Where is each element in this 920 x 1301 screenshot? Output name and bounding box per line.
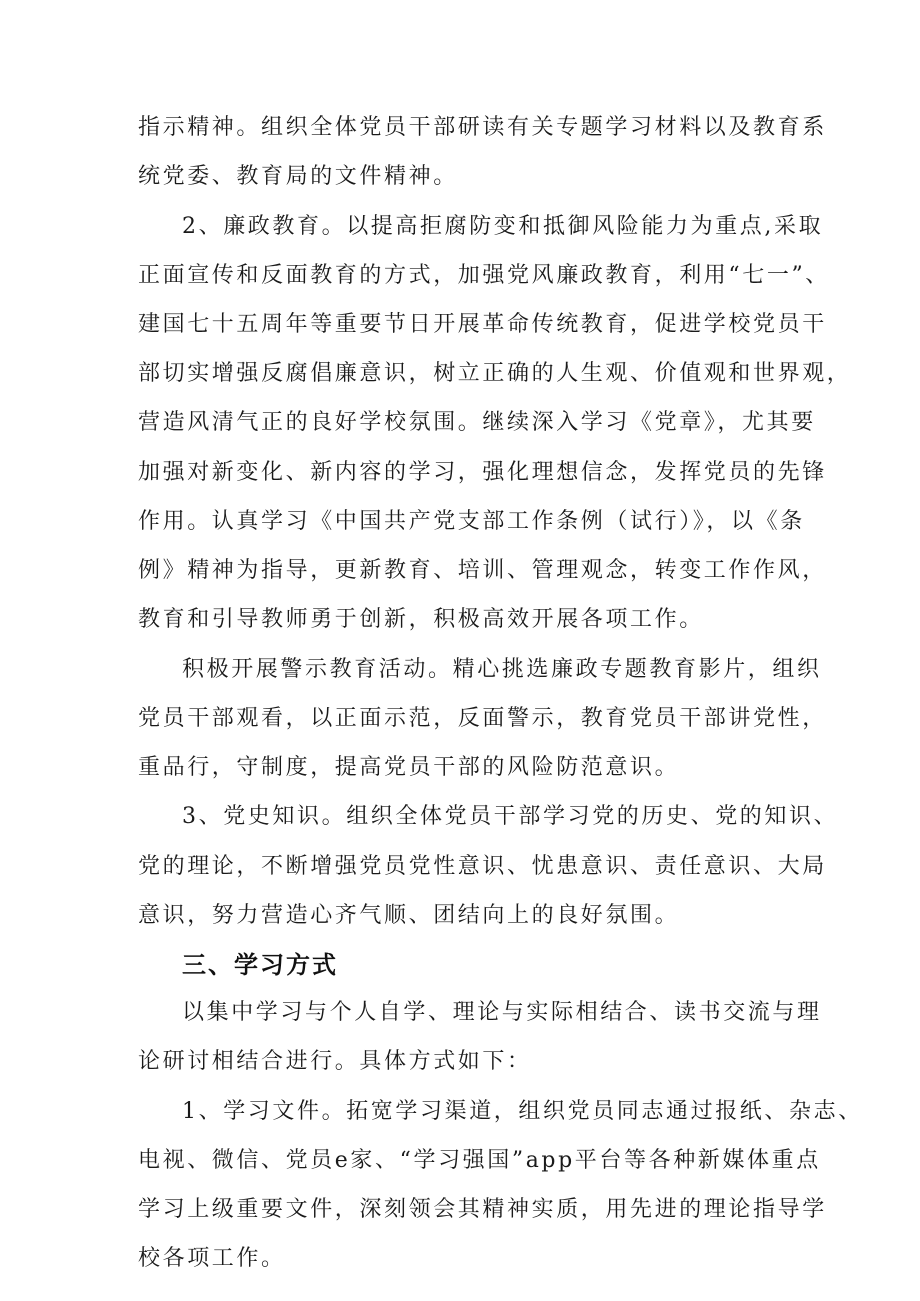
paragraph-6-line-3: 学习上级重要文件，深刻领会其精神实质，用先进的理论指导学 [138,1197,827,1222]
section-heading: 三、学习方式 [182,951,338,979]
paragraph-2-line-3: 建国七十五周年等重要节日开展革命传统教育，促进学校党员干 [138,312,827,337]
paragraph-6-line-2: 电视、微信、党员e家、“学习强国”app平台等各种新媒体重点 [138,1148,821,1173]
paragraph-4-line-3: 意识，努力营造心齐气顺、团结向上的良好氛围。 [138,903,680,928]
paragraph-6-line-1: 1、学习文件。拓宽学习渠道，组织党员同志通过报纸、杂志、 [182,1099,863,1124]
paragraph-5-line-1: 以集中学习与个人自学、理论与实际相结合、读书交流与理 [182,1000,822,1025]
paragraph-5-line-2: 论研讨相结合进行。具体方式如下： [138,1049,532,1074]
paragraph-4-line-1: 3、党史知识。组织全体党员干部学习党的历史、党的知识、 [182,804,839,829]
paragraph-2-line-2: 正面宣传和反面教育的方式，加强党风廉政教育，利用“七一”、 [138,263,830,288]
paragraph-2-line-5: 营造风清气正的良好学校氛围。继续深入学习《党章》，尤其要 [138,410,816,435]
paragraph-2-line-9: 教育和引导教师勇于创新，积极高效开展各项工作。 [138,607,704,632]
paragraph-2-line-8: 例》精神为指导，更新教育、培训、管理观念，转变工作作风， [138,558,827,583]
paragraph-2-line-1: 2、廉政教育。以提高拒腐防变和抵御风险能力为重点,采取 [182,214,824,239]
paragraph-6-line-4: 校各项工作。 [138,1246,286,1271]
paragraph-2-line-4: 部切实增强反腐倡廉意识，树立正确的人生观、价值观和世界观， [138,361,852,386]
paragraph-3-line-1: 积极开展警示教育活动。精心挑选廉政专题教育影片，组织 [182,657,822,682]
paragraph-4-line-2: 党的理论，不断增强党员党性意识、忧患意识、责任意识、大局 [138,854,827,879]
paragraph-2-line-7: 作用。认真学习《中国共产党支部工作条例（试行）》，以《条 [138,509,805,534]
paragraph-1-line-2: 统党委、教育局的文件精神。 [138,164,458,189]
paragraph-3-line-3: 重品行，守制度，提高党员干部的风险防范意识。 [138,755,680,780]
paragraph-1-line-1: 指示精神。组织全体党员干部研读有关专题学习材料以及教育系 [138,115,827,140]
paragraph-2-line-6: 加强对新变化、新内容的学习，强化理想信念，发挥党员的先锋 [138,460,827,485]
paragraph-3-line-2: 党员干部观看，以正面示范，反面警示，教育党员干部讲党性， [138,706,827,731]
